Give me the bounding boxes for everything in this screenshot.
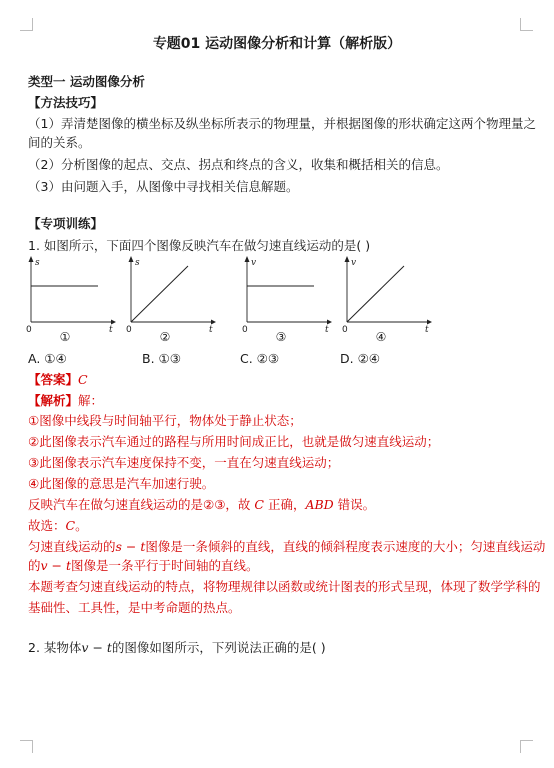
x-axis-arrow (427, 320, 432, 325)
graph-line-diagonal (131, 266, 188, 322)
conclusion-wrong: ABD (305, 497, 334, 512)
corner-mark-top-right (520, 18, 533, 31)
y-axis-label: v (251, 258, 257, 268)
x-axis-label: t (425, 325, 429, 335)
analysis-line-1: ①图像中线段与时间轴平行，物体处于静止状态； (28, 413, 302, 428)
page-title: 专题01 运动图像分析和计算（解析版） (152, 36, 402, 52)
analysis-line-2: ②此图像表示汽车通过的路程与所用时间成正比，也就是做匀速直线运动； (28, 434, 440, 449)
x-axis-label: t (109, 325, 113, 335)
option-d: D. ②④ (340, 351, 380, 366)
option-a: A. ①④ (28, 351, 67, 366)
analysis-line-3: ③此图像表示汽车速度保持不变，一直在匀速直线运动； (28, 455, 340, 470)
answer-value: C (78, 372, 88, 387)
graph-caption-3: ③ (275, 330, 287, 344)
graph-3 (242, 256, 332, 335)
graph-1-svg (26, 256, 116, 335)
analysis-line-4: ④此图像的意思是汽车加速行驶。 (28, 476, 215, 491)
type-heading: 类型一 运动图像分析 (28, 74, 145, 89)
y-axis-arrow (29, 256, 34, 262)
note-text: 图像是一条倾斜的直线，直线的倾斜程度表示速度的大小；匀速直线运动 (145, 539, 546, 554)
question-1-stem: 1. 如图所示，下面四个图像反映汽车在做匀速直线运动的是( ) (28, 238, 371, 253)
y-axis-label: v (351, 258, 357, 268)
question-2-stem (28, 640, 326, 656)
note-text: 图像是一条平行于时间轴的直线。 (71, 558, 259, 573)
question-2-text: 2. 某物体 (28, 640, 82, 655)
origin-label: 0 (242, 325, 248, 335)
graph-2 (126, 256, 216, 335)
tips-header: 【方法技巧】 (28, 95, 104, 110)
x-axis-arrow (111, 320, 116, 325)
note-variable: v − t (40, 558, 72, 573)
graph-2-svg (126, 256, 216, 335)
origin-label: 0 (26, 325, 32, 335)
note-line-2 (28, 558, 259, 574)
graph-4-svg (342, 256, 432, 335)
analysis-label: 【解析】 (28, 393, 79, 408)
corner-mark-bottom-right (520, 740, 533, 753)
training-header: 【专项训练】 (28, 216, 104, 231)
conclusion-text: 正确， (263, 497, 306, 512)
tip-line: （3）由问题入手，从图像中寻找相关信息解题。 (28, 179, 299, 194)
x-axis-arrow (211, 320, 216, 325)
analysis-suffix: 解： (78, 393, 104, 408)
analysis-header (28, 393, 103, 409)
graph-caption-4: ④ (375, 330, 387, 344)
note-line-1 (28, 539, 545, 555)
choose-line (28, 518, 88, 534)
answer-line (28, 372, 88, 388)
graph-line-diagonal (347, 266, 404, 322)
origin-label: 0 (342, 325, 348, 335)
corner-mark-top-left (20, 18, 33, 31)
x-axis-arrow (327, 320, 332, 325)
graph-caption-2: ② (159, 330, 171, 344)
note-variable: s − t (115, 539, 146, 554)
x-axis-label: t (209, 325, 213, 335)
option-c: C. ②③ (240, 351, 280, 366)
option-b: B. ①③ (142, 351, 181, 366)
tip-line: 间的关系。 (28, 135, 91, 150)
tip-line: （2）分析图像的起点、交点、拐点和终点的含义，收集和概括相关的信息。 (28, 157, 449, 172)
question-2-text: 的图像如图所示，下列说法正确的是( ) (111, 640, 326, 655)
y-axis-arrow (245, 256, 250, 262)
graph-1 (26, 256, 116, 335)
answer-label: 【答案】 (28, 372, 79, 387)
review-line-1: 本题考查匀速直线运动的特点，将物理规律以函数或统计图表的形式呈现，体现了数学学科的 (28, 579, 541, 594)
y-axis-label: s (35, 258, 40, 268)
question-2-variable: v − t (81, 640, 112, 655)
choose-value: C (65, 518, 76, 533)
graph-4 (342, 256, 432, 335)
graph-3-svg (242, 256, 332, 335)
graph-caption-1: ① (59, 330, 71, 344)
origin-label: 0 (126, 325, 132, 335)
x-axis-label: t (325, 325, 329, 335)
y-axis-arrow (345, 256, 350, 262)
conclusion-line (28, 497, 375, 513)
choose-text: 故选： (28, 518, 66, 533)
conclusion-text: 错误。 (333, 497, 376, 512)
review-line-2: 基础性、工具性，是中考命题的热点。 (28, 600, 241, 615)
note-text: 匀速直线运动的 (28, 539, 116, 554)
y-axis-label: s (135, 258, 140, 268)
conclusion-text: 反映汽车在做匀速直线运动的是②③，故 (28, 497, 255, 512)
conclusion-correct: C (254, 497, 264, 512)
tip-line: （1）弄清楚图像的横坐标及纵坐标所表示的物理量，并根据图像的形状确定这两个物理量之 (28, 116, 536, 131)
y-axis-arrow (129, 256, 134, 262)
corner-mark-bottom-left (20, 740, 33, 753)
choose-text: 。 (75, 518, 88, 533)
note-text: 的 (28, 558, 41, 573)
